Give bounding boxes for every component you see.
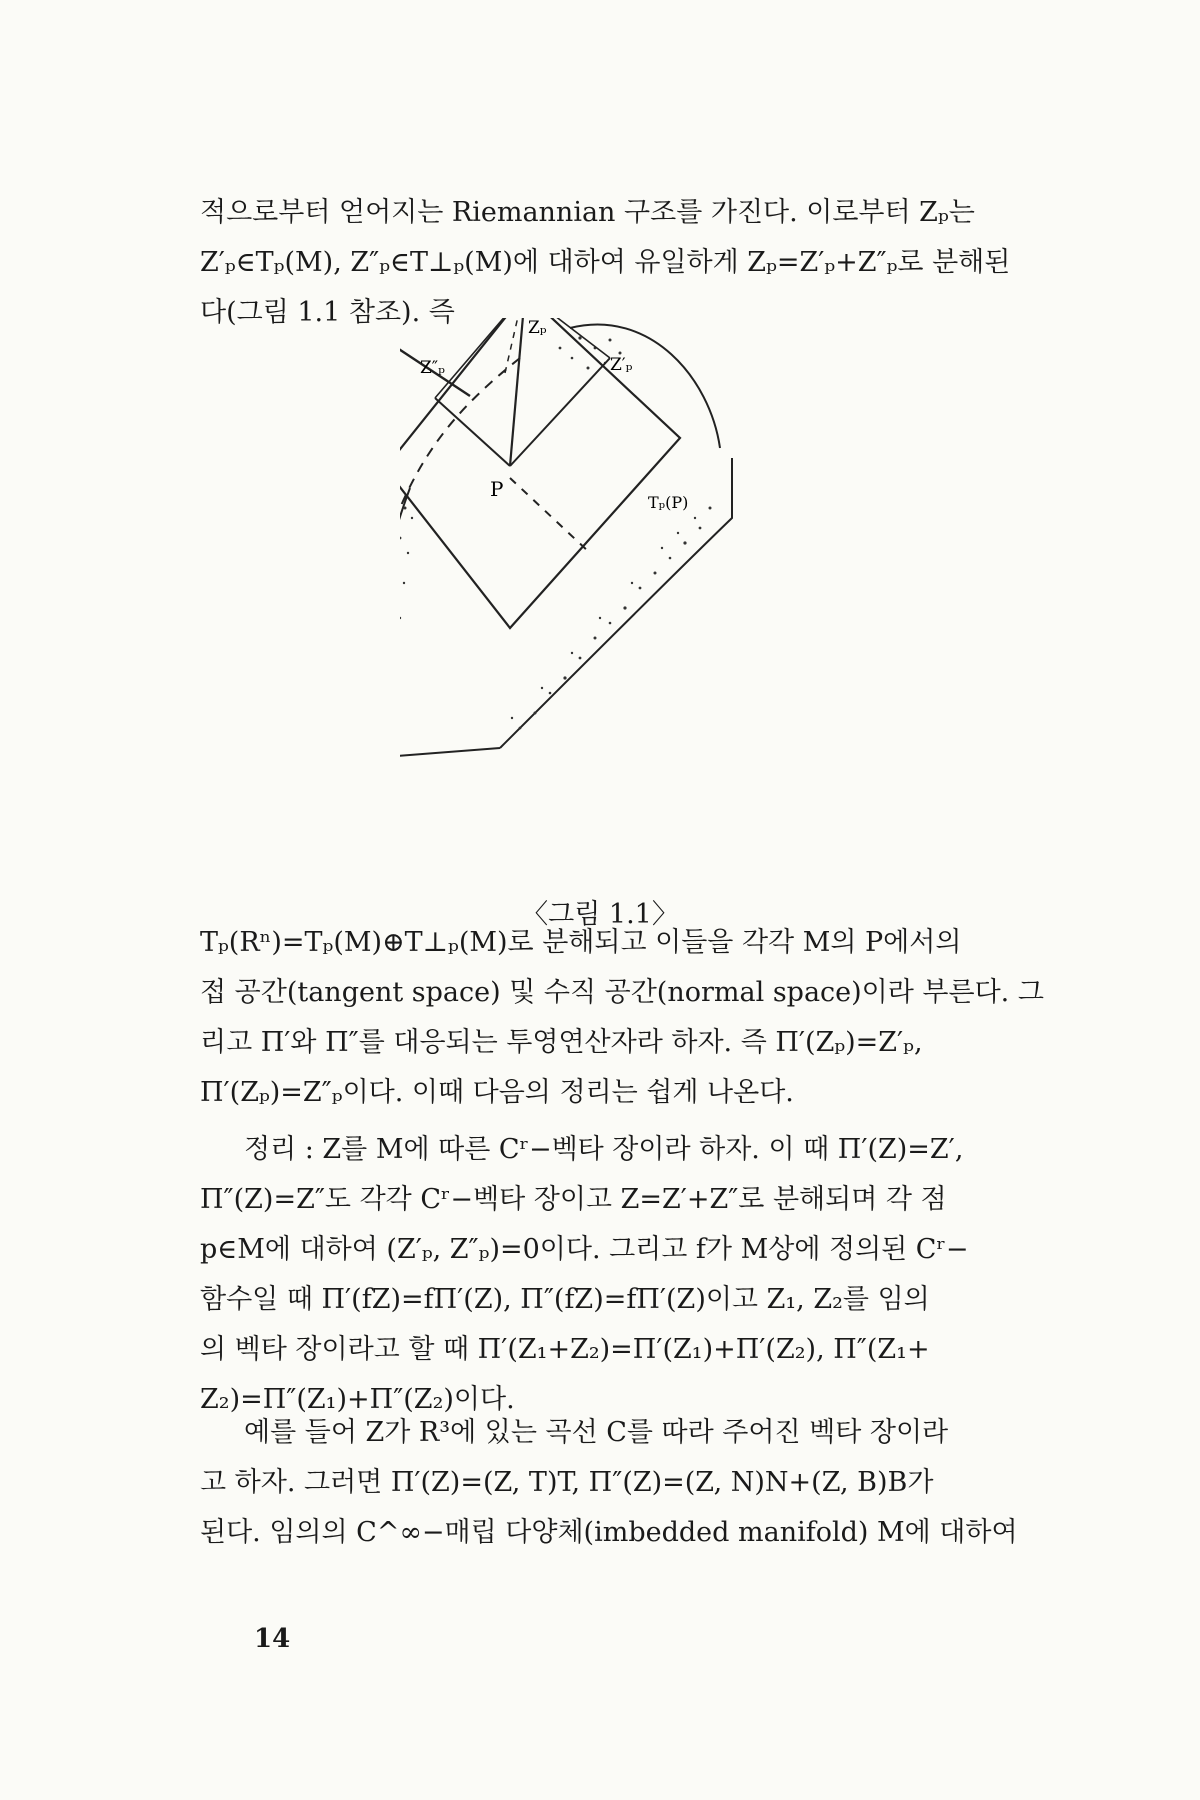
text-line: Z₂)=Π″(Z₁)+Π″(Z₂)이다. [200, 1384, 515, 1415]
figure-tangent-normal-decomposition [400, 318, 860, 888]
label-zp-double: Z″ₚ [420, 358, 445, 378]
surface-outline [400, 325, 732, 758]
hidden-line [510, 478, 590, 553]
paragraph-example [200, 1408, 1060, 1558]
figure-caption: 〈그림 1.1〉 [521, 899, 679, 930]
vector-zp-prime [510, 358, 610, 466]
text-line: 적으로부터 얻어지는 Riemannian 구조를 가진다. 이로부터 Zₚ는 [200, 197, 975, 228]
text-line: Π″(Z)=Z″도 각각 Cʳ−벡타 장이고 Z=Z′+Z″로 분해되며 각 점 [200, 1184, 947, 1215]
text-line: Π′(Zₚ)=Z″ₚ이다. 이때 다음의 정리는 쉽게 나온다. [200, 1077, 794, 1108]
label-zp-prime: Z′ₚ [610, 355, 633, 375]
text-line: 리고 Π′와 Π″를 대응되는 투영연산자라 하자. 즉 Π′(Zₚ)=Z′ₚ, [200, 1027, 923, 1058]
text-line: 접 공간(tangent space) 및 수직 공간(normal space)이라 부른다. 그 [200, 977, 1044, 1008]
text-line: 정리 : Z를 M에 따른 Cʳ−벡타 장이라 하자. 이 때 Π′(Z)=Z′, [244, 1134, 964, 1165]
text-line: 된다. 임의의 C^∞−매립 다양체(imbedded manifold) M에 대하여 [200, 1517, 1018, 1548]
page-number: 14 [254, 1624, 291, 1654]
paragraph-decomposition [200, 918, 1060, 1118]
surface-shading [400, 336, 712, 744]
label-point-p: P [490, 477, 504, 501]
text-line: 의 벡타 장이라고 할 때 Π′(Z₁+Z₂)=Π′(Z₁)+Π′(Z₂), Π″(Z₁+ [200, 1334, 930, 1365]
paragraph-theorem [200, 1125, 1060, 1425]
text-line: 예를 들어 Z가 R³에 있는 곡선 C를 따라 주어진 벡타 장이라 [244, 1417, 949, 1448]
text-line: 고 하자. 그러면 Π′(Z)=(Z, T)T, Π″(Z)=(Z, N)N+(Z, B)B가 [200, 1467, 934, 1498]
vector-zp [510, 318, 525, 466]
text-line: Tₚ(Rⁿ)=Tₚ(M)⊕T⊥ₚ(M)로 분해되고 이들을 각각 M의 P에서의 [200, 927, 962, 958]
label-zp: Zₚ [528, 318, 547, 338]
label-tangent-plane: Tₚ(P) [648, 493, 689, 512]
text-line: p∈M에 대하여 (Z′ₚ, Z″ₚ)=0이다. 그리고 f가 M상에 정의된 Cʳ− [200, 1234, 969, 1265]
paragraph-intro [200, 188, 1060, 338]
text-line: 함수일 때 Π′(fZ)=fΠ′(Z), Π″(fZ)=fΠ′(Z)이고 Z₁, Z₂를 임의 [200, 1284, 930, 1315]
vector-zp-double [435, 398, 510, 466]
text-line: 다(그림 1.1 참조). 즉 [200, 297, 455, 328]
text-line: Z′ₚ∈Tₚ(M), Z″ₚ∈T⊥ₚ(M)에 대하여 유일하게 Zₚ=Z′ₚ+Z″ₚ로 분해된 [200, 247, 1011, 278]
